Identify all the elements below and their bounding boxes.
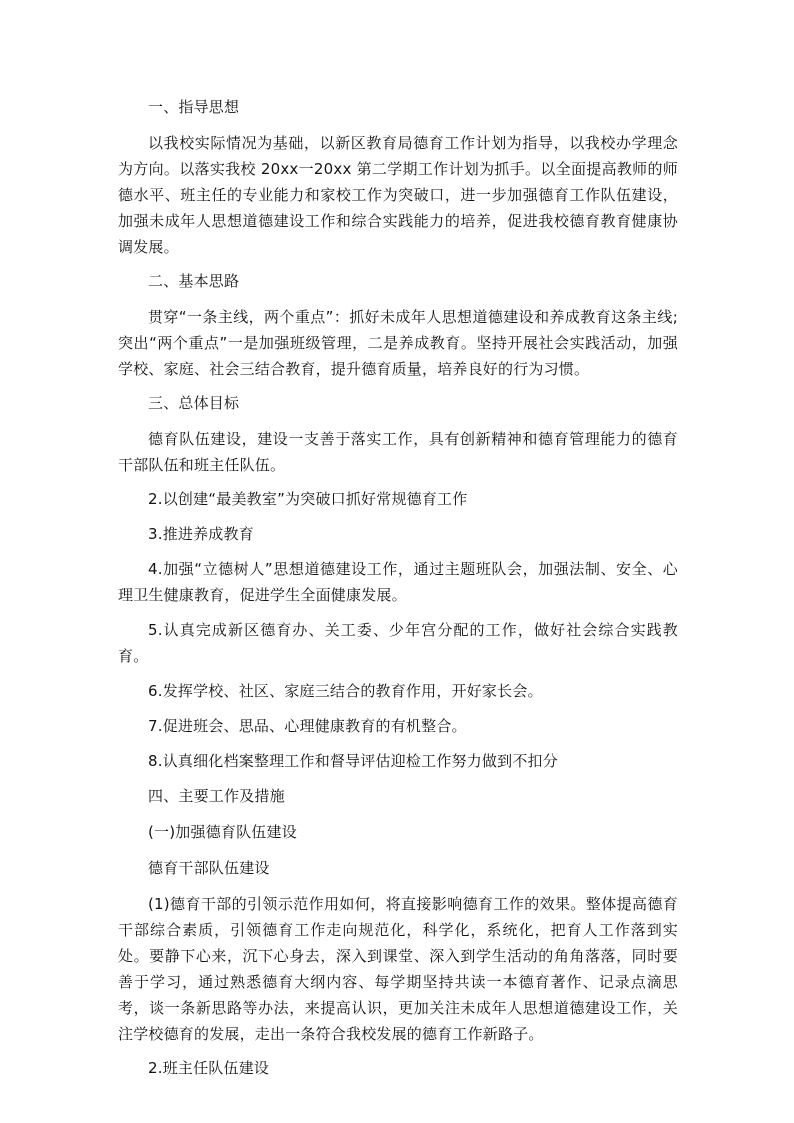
goal-item-6: 6.发挥学校、社区、家庭三结合的教育作用，开好家长会。 bbox=[148, 682, 543, 700]
document-body bbox=[118, 94, 678, 1091]
goal-item-8: 8.认真细化档案整理工作和督导评估迎检工作努力做到不扣分 bbox=[148, 752, 558, 770]
paragraph-cadre-team: (1)德育干部的引领示范作用如何，将直接影响德育工作的效果。整体提高德育干部综合素质，引领德育工作走向规范化，科学化，系统化，把育人工作落到实处。要静下心来，沉下心身去，深入到课堂、深入到学生活动的角角落落，同时要善于学习，通过熟悉德育大纲内容、每学期坚持共读一本德育著作、记录点滴思考，谈一条新思路等办法，来提高认识，更加关注未成年人思想道德建设工作，关注学校德育的发展，走出一条符合我校发展的德育工作新路子。 bbox=[118, 895, 678, 1043]
paragraph-basic-approach: 贯穿“一条主线，两个重点”：抓好未成年人思想道德建设和养成教育这条主线;突出“两个重点”一是加强班级管理，二是养成教育。坚持开展社会实践活动，加强学校、家庭、社会三结合教育，提升德育质量，培养良好的行为习惯。 bbox=[118, 308, 678, 378]
goal-item-4: 4.加强“立德树人”思想道德建设工作，通过主题班队会，加强法制、安全、心理卫生健康教育，促进学生全面健康发展。 bbox=[118, 560, 678, 604]
section-heading-overall-goals: 三、总体目标 bbox=[148, 394, 240, 412]
goal-item-3: 3.推进养成教育 bbox=[148, 525, 254, 543]
paragraph-overall-goals: 德育队伍建设，建设一支善于落实工作，具有创新精神和德育管理能力的德育干部队伍和班主任队伍。 bbox=[118, 430, 678, 474]
goal-item-5: 5.认真完成新区德育办、关工委、少年宫分配的工作，做好社会综合实践教育。 bbox=[118, 621, 678, 665]
section-heading-main-work: 四、主要工作及措施 bbox=[148, 787, 285, 805]
subsection-heading-team-building: (一)加强德育队伍建设 bbox=[148, 823, 297, 841]
paragraph-guiding-ideology: 以我校实际情况为基础，以新区教育局德育工作计划为指导，以我校办学理念为方向。以落实我校 20xx一20xx 第二学期工作计划为抓手。以全面提高教师的师德水平、班主任的专业能力和家校工作为突破口，进一步加强德育工作队伍建设，加强未成年人思想道德建设工作和综合实践能力的培养，促进我校德育教育健康协调发展。 bbox=[118, 134, 678, 256]
subsection-heading-head-teacher-team: 2.班主任队伍建设 bbox=[148, 1059, 270, 1077]
section-heading-guiding-ideology: 一、指导思想 bbox=[148, 98, 240, 116]
goal-item-7: 7.促进班会、思品、心理健康教育的有机整合。 bbox=[148, 717, 467, 735]
section-heading-basic-approach: 二、基本思路 bbox=[148, 272, 240, 290]
subsection-heading-cadre-team: 德育干部队伍建设 bbox=[148, 859, 270, 877]
goal-item-2: 2.以创建“最美教室”为突破口抓好常规德育工作 bbox=[148, 490, 468, 508]
